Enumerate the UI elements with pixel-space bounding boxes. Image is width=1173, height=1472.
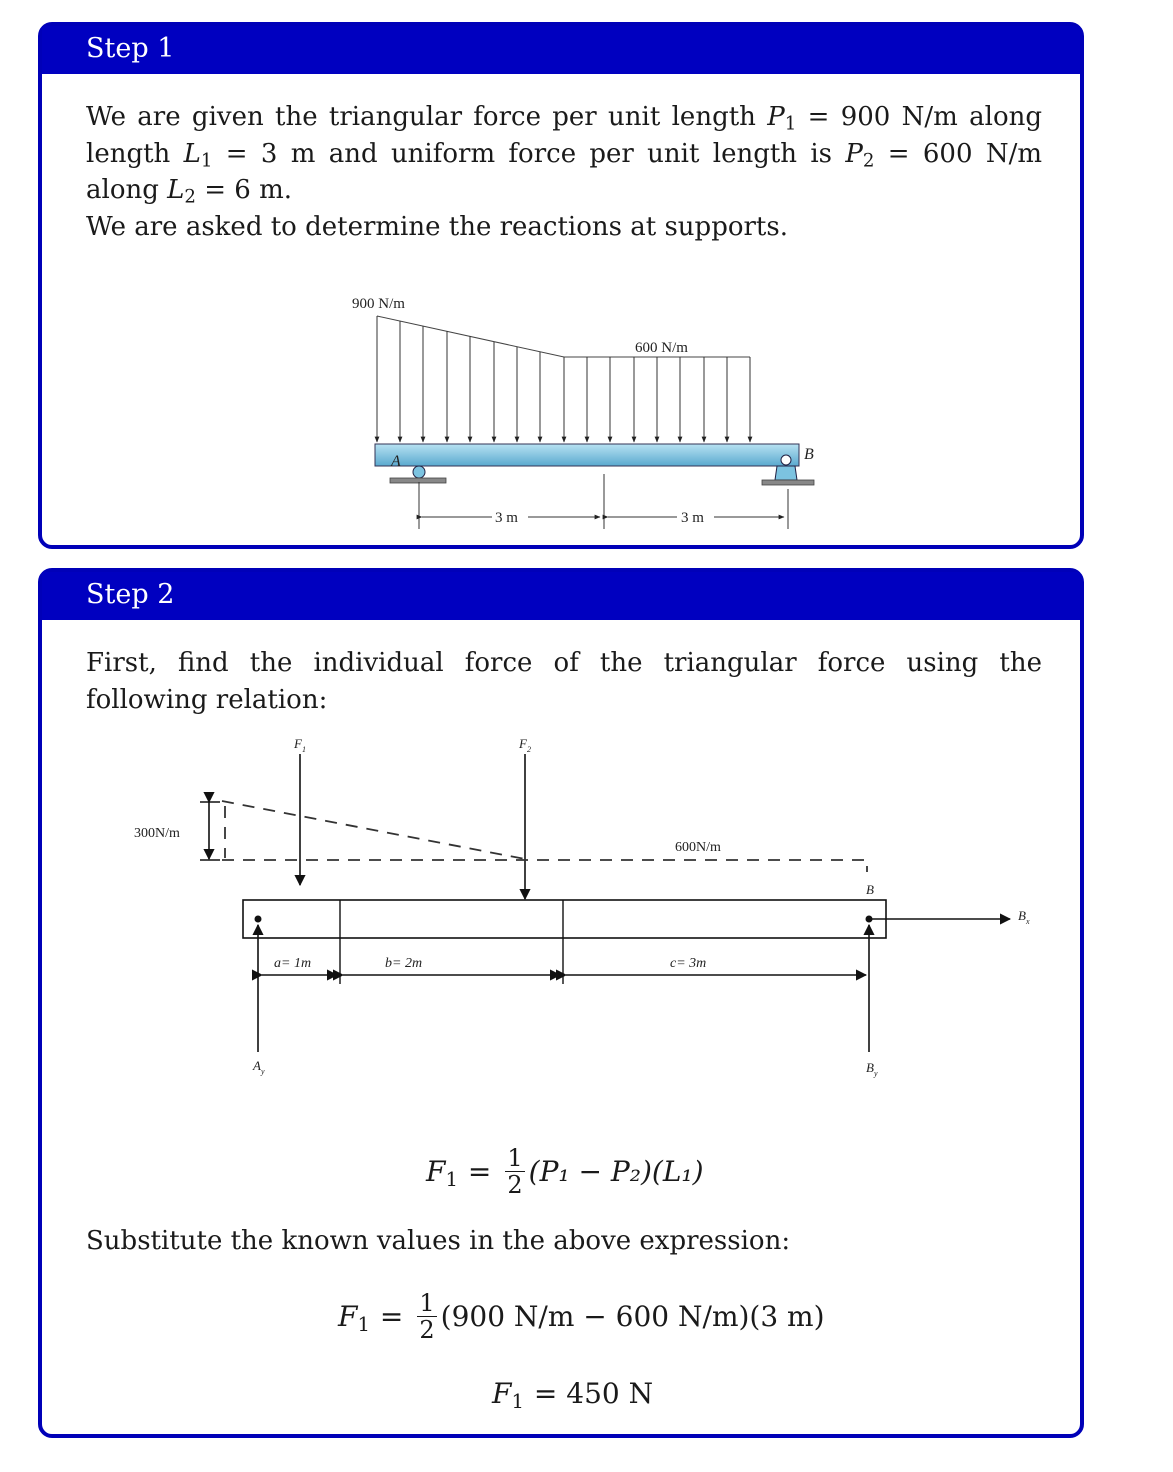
equation-f1-formula	[426, 1145, 704, 1198]
beam-load-diagram	[342, 284, 814, 526]
given-text-part: = 3 m and uniform force per unit length is	[212, 138, 846, 169]
support-a-label: A	[391, 453, 401, 470]
step-1-asked-text: We are asked to determine the reactions at supports.	[86, 212, 788, 242]
by-label: $B_y$	[866, 1060, 878, 1078]
step-2-header: Step 2	[42, 572, 1080, 620]
eq2-rhs: (900 N/m − 600 N/m)(3 m)	[440, 1300, 825, 1333]
eq2-equals: =	[379, 1300, 404, 1333]
p2-symbol: $P_2$	[845, 138, 875, 172]
given-text-part: = 900 N/m along length	[86, 102, 1042, 169]
l1-symbol: $L_1$	[183, 138, 213, 172]
given-text-part: We are given the triangular force per unit length	[86, 102, 768, 132]
b-pin-label: B	[866, 882, 874, 897]
point-a-dot	[255, 916, 262, 923]
equation-f1-result	[492, 1377, 654, 1413]
dashed-load-profile	[222, 801, 867, 872]
tri-load-label: 300N/m	[134, 826, 180, 841]
support-b-label: B	[804, 446, 814, 463]
load-arrows	[377, 316, 750, 442]
uni-load-label: 600N/m	[675, 840, 721, 855]
eq3-lhs: $F_1$	[492, 1377, 524, 1413]
step-2-card	[38, 568, 1084, 1438]
eq1-fraction: $\frac{1}{2}$	[507, 1144, 523, 1199]
step-1-header: Step 1	[42, 26, 1080, 74]
given-text-part: = 600 N/m along	[86, 138, 1042, 205]
load-900-label: 900 N/m	[352, 296, 405, 312]
p1-symbol: $P_1$	[767, 102, 797, 135]
point-b-dot	[866, 916, 873, 923]
dim-3m-left: 3 m	[495, 510, 518, 526]
c-dim-label: c= 3m	[670, 956, 707, 971]
eq1-equals: =	[467, 1155, 492, 1188]
eq2-fraction: $\frac{1}{2}$	[419, 1289, 435, 1344]
dimension-lines	[419, 474, 788, 529]
substitute-text: Substitute the known values in the above expression:	[86, 1226, 791, 1256]
triangle-height-dim	[200, 802, 220, 860]
eq1-lhs: $F_1$	[426, 1155, 458, 1191]
step-1-given-text	[86, 99, 1042, 209]
f2-label: $F_2$	[519, 736, 531, 754]
eq3-rhs: = 450 N	[533, 1377, 654, 1410]
dim-3m-right: 3 m	[681, 510, 704, 526]
l2-symbol: $L_2$	[167, 175, 196, 208]
given-text-part: = 6 m.	[195, 175, 293, 205]
f1-label: $F_1$	[294, 736, 306, 754]
step-2-intro-text: First, find the individual force of the triangular force using the following relation:	[86, 648, 1042, 715]
eq2-lhs: $F_1$	[338, 1300, 370, 1336]
beam	[375, 444, 799, 466]
b-dim-label: b= 2m	[385, 956, 423, 971]
load-600-label: 600 N/m	[635, 340, 688, 356]
a-dim-label: a= 1m	[274, 956, 312, 971]
ay-label: $A_y$	[253, 1058, 265, 1076]
step-1-card	[38, 22, 1084, 549]
bx-label: $B_x$	[1018, 908, 1030, 926]
equation-f1-substituted	[338, 1290, 825, 1343]
free-body-diagram	[122, 732, 1030, 1092]
eq1-rhs: (P₁ − P₂)(L₁)	[528, 1155, 704, 1188]
